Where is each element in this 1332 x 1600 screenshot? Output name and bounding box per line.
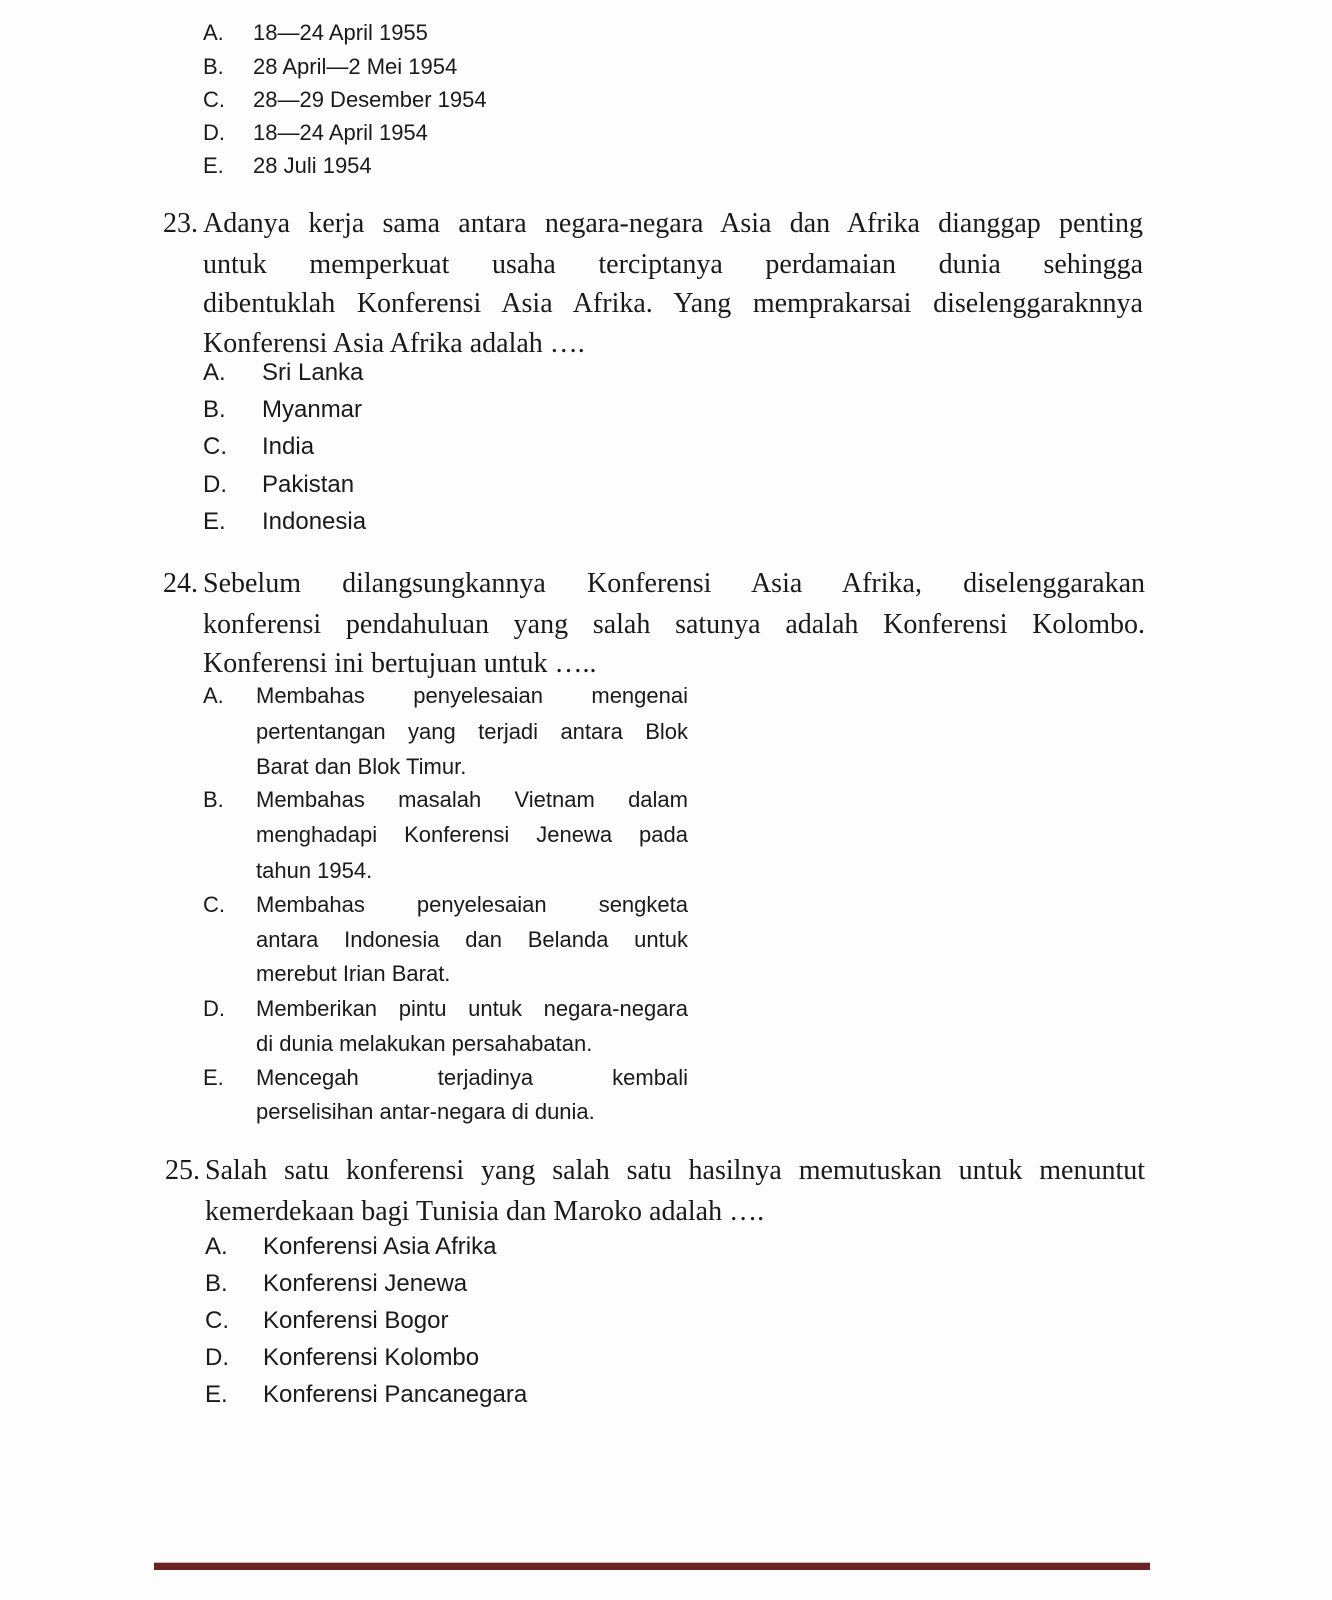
question-text-line: untuk memperkuat usaha terciptanya perdamaian dunia sehingga	[203, 248, 1143, 280]
question-number: 25.	[165, 1154, 200, 1186]
option-letter: B.	[203, 395, 226, 423]
option-text: 18—24 April 1954	[253, 119, 428, 145]
option-text-line: antara Indonesia dan Belanda untuk	[256, 926, 688, 952]
option-letter: C.	[205, 1306, 229, 1334]
question-text-line: kemerdekaan bagi Tunisia dan Maroko adalah ….	[205, 1195, 765, 1227]
option-letter: B.	[203, 786, 224, 812]
option-letter: E.	[203, 507, 226, 535]
question-text-line: Salah satu konferensi yang salah satu hasilnya memutuskan untuk menuntut	[205, 1154, 1145, 1186]
option-text: 28—29 Desember 1954	[253, 86, 487, 112]
option-text: Konferensi Pancanegara	[263, 1380, 528, 1408]
option-text-line: Barat dan Blok Timur.	[256, 753, 467, 779]
question-text-line: Konferensi Asia Afrika adalah ….	[203, 327, 585, 359]
option-letter: D.	[203, 119, 225, 145]
option-letter: E.	[205, 1380, 228, 1408]
option-text: Indonesia	[262, 507, 367, 535]
option-text-line: Memberikan pintu untuk negara-negara	[256, 995, 688, 1021]
question-number: 23.	[163, 207, 198, 239]
option-letter: A.	[205, 1232, 228, 1260]
option-letter: D.	[205, 1343, 229, 1371]
option-text-line: Membahas penyelesaian mengenai	[256, 682, 688, 708]
option-text: 18—24 April 1955	[253, 19, 428, 45]
question-text-line: Sebelum dilangsungkannya Konferensi Asia Afrika, diselenggarakan	[203, 567, 1145, 599]
option-text: Sri Lanka	[262, 358, 364, 386]
option-letter: C.	[203, 432, 227, 460]
option-text-line: Membahas penyelesaian sengketa	[256, 891, 688, 917]
option-text: Konferensi Kolombo	[263, 1343, 480, 1371]
option-text-line: perselisihan antar-negara di dunia.	[256, 1098, 595, 1124]
question-text-line: konferensi pendahuluan yang salah satunya adalah Konferensi Kolombo.	[203, 608, 1145, 640]
question-text-line: Adanya kerja sama antara negara-negara Asia dan Afrika dianggap penting	[203, 207, 1143, 239]
option-text: 28 Juli 1954	[253, 152, 372, 178]
question-text-line: Konferensi ini bertujuan untuk …..	[203, 647, 597, 679]
option-text-line: merebut Irian Barat.	[256, 960, 451, 986]
option-text: Myanmar	[262, 395, 363, 423]
option-letter: C.	[203, 86, 225, 112]
option-text: Konferensi Bogor	[263, 1306, 449, 1334]
option-text: Konferensi Jenewa	[263, 1269, 468, 1297]
option-letter: E.	[203, 1064, 224, 1090]
question-text-line: dibentuklah Konferensi Asia Afrika. Yang memprakarsai diselenggaraknnya	[203, 287, 1143, 319]
footer-rule	[154, 1562, 1150, 1570]
option-letter: C.	[203, 891, 225, 917]
option-letter: B.	[205, 1269, 228, 1297]
option-text-line: menghadapi Konferensi Jenewa pada	[256, 821, 688, 847]
option-text: India	[262, 432, 315, 460]
option-text-line: Membahas masalah Vietnam dalam	[256, 786, 688, 812]
option-text-line: pertentangan yang terjadi antara Blok	[256, 718, 688, 744]
option-letter: D.	[203, 995, 225, 1021]
option-text-line: di dunia melakukan persahabatan.	[256, 1030, 593, 1056]
option-text-line: tahun 1954.	[256, 857, 373, 883]
option-letter: B.	[203, 53, 224, 79]
option-letter: A.	[203, 19, 224, 45]
option-text-line: Mencegah terjadinya kembali	[256, 1064, 688, 1090]
option-text: Pakistan	[262, 470, 355, 498]
option-text: Konferensi Asia Afrika	[263, 1232, 497, 1260]
option-letter: D.	[203, 470, 227, 498]
option-letter: A.	[203, 682, 224, 708]
question-number: 24.	[163, 567, 198, 599]
option-letter: E.	[203, 152, 224, 178]
option-letter: A.	[203, 358, 226, 386]
option-text: 28 April—2 Mei 1954	[253, 53, 458, 79]
